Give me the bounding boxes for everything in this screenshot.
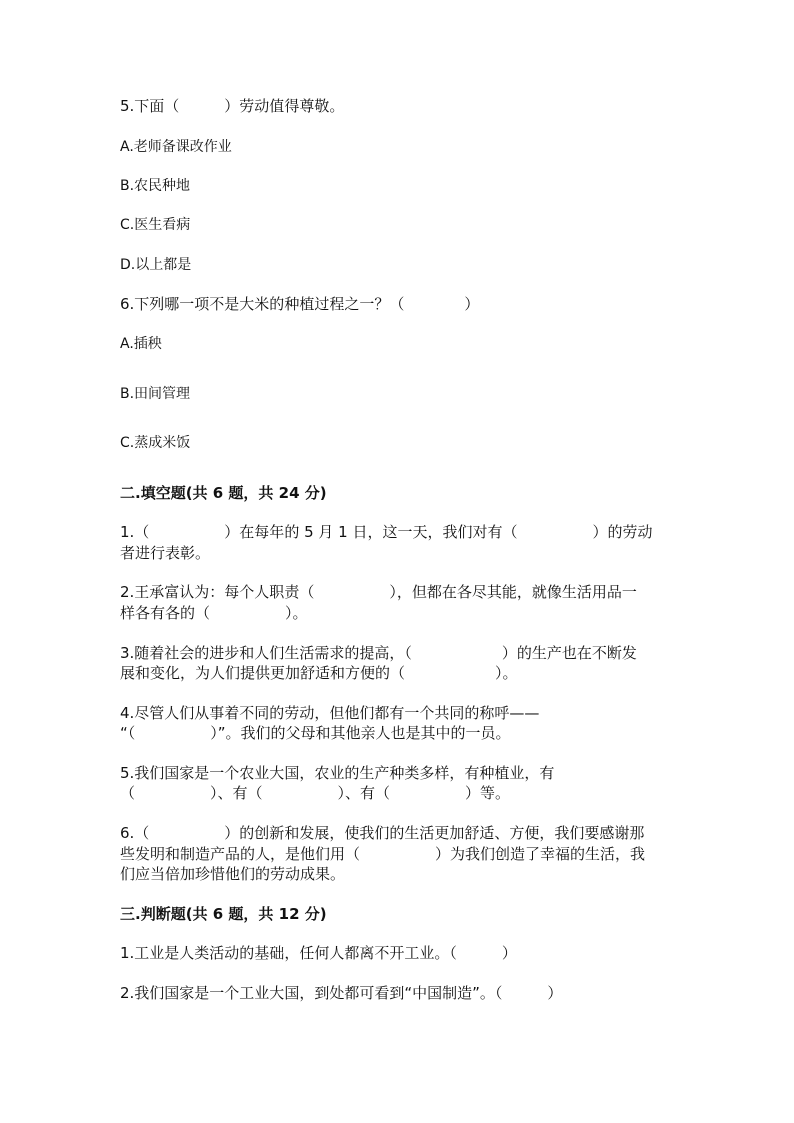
fill-3-line-1: 3.随着社会的进步和人们生活需求的提高，（ ）的生产也在不断发: [120, 644, 637, 662]
question-5-option-c: C.医生看病: [120, 217, 191, 233]
fill-5-line-2: （ ）、有（ ）、有（ ）等。: [120, 784, 511, 802]
question-6-option-b: B.田间管理: [120, 386, 191, 402]
question-5-option-a: A.老师备课改作业: [120, 139, 232, 155]
question-5-option-d: D.以上都是: [120, 257, 192, 273]
fill-6-line-3: 们应当倍加珍惜他们的劳动成果。: [120, 865, 346, 883]
question-6-option-a: A.插秧: [120, 336, 162, 352]
fill-1-line-2: 者进行表彰。: [120, 544, 211, 562]
fill-4-line-1: 4.尽管人们从事着不同的劳动，但他们都有一个共同的称呼——: [120, 704, 540, 722]
fill-6-line-1: 6.（ ）的创新和发展，使我们的生活更加舒适、方便，我们要感谢那: [120, 824, 645, 842]
fill-2-line-1: 2.王承富认为：每个人职责（ ），但都在各尽其能，就像生活用品一: [120, 583, 637, 601]
judge-1: 1.工业是人类活动的基础，任何人都离不开工业。（ ）: [120, 944, 517, 962]
section-2-title: 二.填空题(共 6 题，共 24 分): [120, 484, 327, 502]
fill-6-line-2: 些发明和制造产品的人，是他们用（ ）为我们创造了幸福的生活，我: [120, 845, 646, 863]
fill-1-line-1: 1.（ ）在每年的 5 月 1 日，这一天，我们对有（ ）的劳动: [120, 523, 653, 541]
question-6-stem: 6.下列哪一项不是大米的种植过程之一？（ ）: [120, 295, 480, 313]
fill-3-line-2: 展和变化，为人们提供更加舒适和方便的（ ）。: [120, 664, 518, 682]
fill-2-line-2: 样各有各的（ ）。: [120, 604, 308, 622]
question-5-stem: 5.下面（ ）劳动值得尊敬。: [120, 97, 345, 115]
question-6-option-c: C.蒸成米饭: [120, 435, 191, 451]
fill-4-line-2: “（ ）”。我们的父母和其他亲人也是其中的一员。: [120, 724, 511, 742]
question-5-option-b: B.农民种地: [120, 178, 191, 194]
judge-2: 2.我们国家是一个工业大国，到处都可看到“中国制造”。（ ）: [120, 984, 563, 1002]
section-3-title: 三.判断题(共 6 题，共 12 分): [120, 905, 327, 923]
fill-5-line-1: 5.我们国家是一个农业大国，农业的生产种类多样，有种植业，有: [120, 764, 555, 782]
